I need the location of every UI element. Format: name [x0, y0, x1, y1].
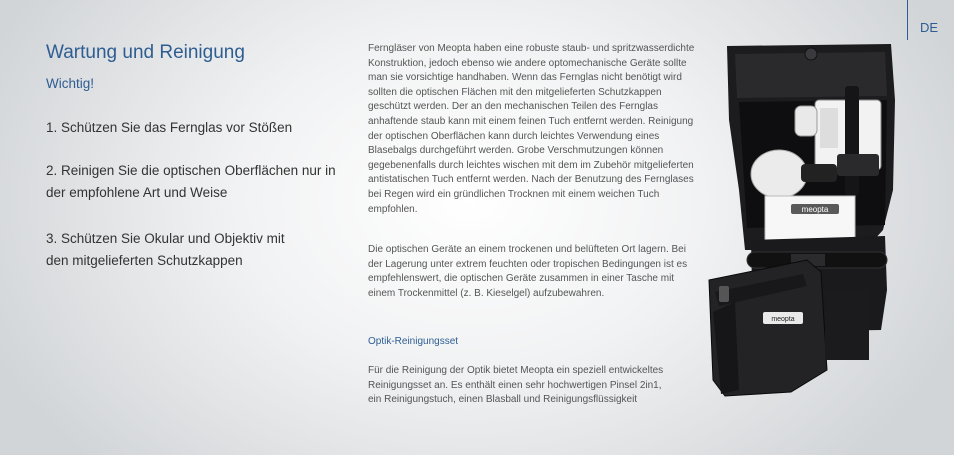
page-title: Wartung und Reinigung: [46, 42, 245, 63]
blower-ball: [751, 150, 807, 198]
language-code: DE: [920, 20, 939, 35]
cleaning-set-heading: Optik-Reinigungsset: [368, 336, 459, 347]
brand-logo-cloth: meopta: [801, 205, 829, 214]
step-2: 2. Reinigen Sie die optischen Oberflächen nur in der empfohlene Art und Weise: [46, 163, 336, 200]
storage-paragraph: Die optischen Geräte an einem trockenen und belüfteten Ort lagern. Bei der Lagerung unter extrem feuchten oder tropischen Bedingungen ist es empfehlenswert, die optischen Geräte zusammen in einer Tasche mit einem Trockenmittel (z. B. Kieselgel) aufzubewahren.: [368, 244, 688, 299]
step-3: 3. Schützen Sie Okular und Objektiv mit den mitgelieferten Schutzkappen: [46, 231, 285, 268]
language-badge: [907, 0, 954, 40]
snap-button-icon: [805, 48, 817, 60]
care-paragraph: Ferngläser von Meopta haben eine robuste staub- und spritzwasserdichte Konstruktion, jedoch ebenso wie andere optomechanische Geräte sollte man sie vorsichtige handhaben. Wenn das Fernglas nicht benötigt wird sollten die optischen Flächen mit den mitgelieferten Schutzkappen geschützt werden. Der an den mechanischen Teilen des Fernglas anhaftende staub kann mit einem feinen Tuch entfernt werden. Reinigung der optischen Oberflächen kann durch leichtes Verwendung eines Blasebalgs durchgeführt werden. Grobe Verschmutzungen können gegebenenfalls durch leichtes wischen mit dem im Zubehör mitgelieferten antistatischen Tuch entfernt werden. Nach der Benutzung des Fernglases bei Regen wird ein gründlichen Trocknen mit einem weichen Tuch empfohlen.: [368, 43, 695, 215]
cleaning-kit-photo: [695, 40, 905, 440]
cleaning-set-paragraph: Für die Reinigung der Optik bietet Meopta ein speziell entwickeltes Reinigungsset an. Es enthält einen sehr hochwertigen Pinsel 2in1, ein Reinigungstuch, einen Blasball und Reinigungsflüssigkeit: [368, 365, 664, 406]
cleaning-cloth: [765, 196, 855, 240]
step-1: 1. Schützen Sie das Fernglas vor Stößen: [46, 120, 293, 135]
important-subtitle: Wichtig!: [46, 76, 95, 91]
brand-logo-pouch: meopta: [771, 316, 795, 323]
